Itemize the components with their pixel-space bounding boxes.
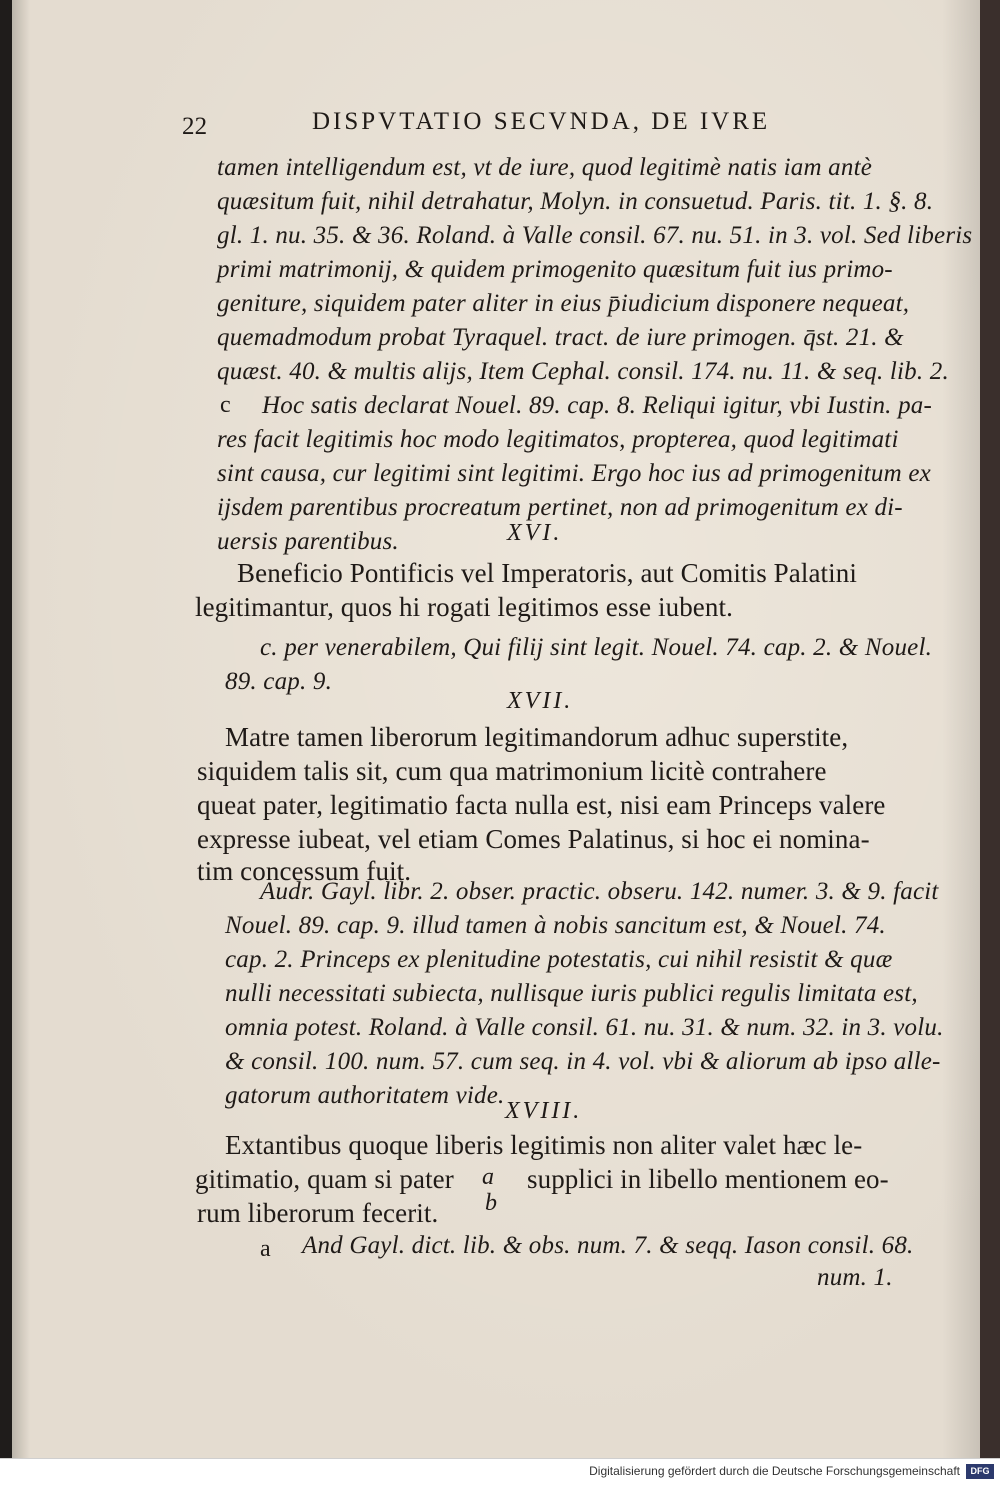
note-line: And Gayl. dict. lib. & obs. num. 7. & seqq. Iason consil. 68. xyxy=(302,1232,914,1259)
note-line: Nouel. 89. cap. 9. illud tamen à nobis sancitum est, & Nouel. 74. xyxy=(225,912,886,939)
running-title: DISPVTATIO SECVNDA, DE IVRE xyxy=(312,108,771,135)
section-numeral-17: XVII. xyxy=(507,688,574,714)
thesis-line: tim concessum fuit. xyxy=(197,856,412,886)
note-line: uersis parentibus. xyxy=(217,528,399,555)
note-line: ijsdem parentibus procreatum pertinet, non ad primogenitum ex di- xyxy=(217,494,903,521)
note-line: 89. cap. 9. xyxy=(225,668,333,695)
thesis-line: Beneficio Pontificis vel Imperatoris, aut Comitis Palatini xyxy=(237,558,857,588)
note-line: num. 1. xyxy=(817,1264,893,1291)
note-line: quæsitum fuit, nihil detrahatur, Molyn. in consuetud. Paris. tit. 1. §. 8. xyxy=(217,188,934,215)
footnote-ref-b: b xyxy=(485,1190,498,1216)
thesis-line: Extantibus quoque liberis legitimis non aliter valet hæc le- xyxy=(225,1130,863,1160)
note-line: nulli necessitati subiecta, nullisque iuris publici regulis limitata est, xyxy=(225,980,918,1007)
book-page xyxy=(12,0,980,1458)
note-line: sint causa, cur legitimi sint legitimi. Ergo hoc ius ad primogenitum ex xyxy=(217,460,931,487)
note-line: quemadmodum probat Tyraquel. tract. de iure primogen. q̄st. 21. & xyxy=(217,324,904,351)
scan-right-edge xyxy=(980,0,1000,1484)
note-line: geniture, siquidem pater aliter in eius p̄iudicium disponere nequeat, xyxy=(217,290,910,317)
dfg-logo: DFG xyxy=(966,1464,994,1479)
thesis-line: gitimatio, quam si pater xyxy=(195,1164,454,1194)
note-line: c. per venerabilem, Qui filij sint legit. Nouel. 74. cap. 2. & Nouel. xyxy=(260,634,933,661)
thesis-line: expresse iubeat, vel etiam Comes Palatinus, si hoc ei nomina- xyxy=(197,824,870,854)
thesis-line: supplici in libello mentionem eo- xyxy=(527,1164,889,1194)
note-line: quæst. 40. & multis alijs, Item Cephal. consil. 174. nu. 11. & seq. lib. 2. xyxy=(217,358,949,385)
section-numeral-18: XVIII. xyxy=(505,1098,583,1124)
note-line: cap. 2. Princeps ex plenitudine potestatis, cui nihil resistit & quæ xyxy=(225,946,893,973)
note-line: gl. 1. nu. 35. & 36. Roland. à Valle consil. 67. nu. 51. in 3. vol. Sed liberis xyxy=(217,222,973,249)
digitization-footer xyxy=(0,1458,1000,1485)
note-marker-a: a xyxy=(260,1236,271,1262)
thesis-line: Matre tamen liberorum legitimandorum adhuc superstite, xyxy=(225,722,849,752)
note-line: omnia potest. Roland. à Valle consil. 61. nu. 31. & num. 32. in 3. volu. xyxy=(225,1014,944,1041)
footnote-ref-a: a xyxy=(482,1164,495,1190)
page-number: 22 xyxy=(182,113,208,140)
note-line: gatorum authoritatem vide. xyxy=(225,1082,505,1109)
note-line: primi matrimonij, & quidem primogenito quæsitum fuit ius primo- xyxy=(217,256,893,283)
note-line: Audr. Gayl. libr. 2. obser. practic. obseru. 142. numer. 3. & 9. facit xyxy=(260,878,939,905)
scan-left-edge xyxy=(0,0,12,1484)
section-numeral-16: XVI. xyxy=(507,520,563,546)
thesis-line: queat pater, legitimatio facta nulla est, nisi eam Princeps valere xyxy=(197,790,886,820)
note-line: res facit legitimis hoc modo legitimatos, propterea, quod legitimati xyxy=(217,426,899,453)
note-line: & consil. 100. num. 57. cum seq. in 4. vol. vbi & aliorum ab ipso alle- xyxy=(225,1048,941,1075)
thesis-line: legitimantur, quos hi rogati legitimos esse iubent. xyxy=(195,592,733,622)
note-line: tamen intelligendum est, vt de iure, quod legitimè natis iam antè xyxy=(217,154,873,181)
funding-notice: Digitalisierung gefördert durch die Deutsche Forschungsgemeinschaft xyxy=(589,1464,960,1478)
note-marker-c: c xyxy=(220,392,231,418)
note-line: Hoc satis declarat Nouel. 89. cap. 8. Reliqui igitur, vbi Iustin. pa- xyxy=(262,392,932,419)
thesis-line: siquidem talis sit, cum qua matrimonium licitè contrahere xyxy=(197,756,827,786)
thesis-line: rum liberorum fecerit. xyxy=(197,1198,439,1228)
